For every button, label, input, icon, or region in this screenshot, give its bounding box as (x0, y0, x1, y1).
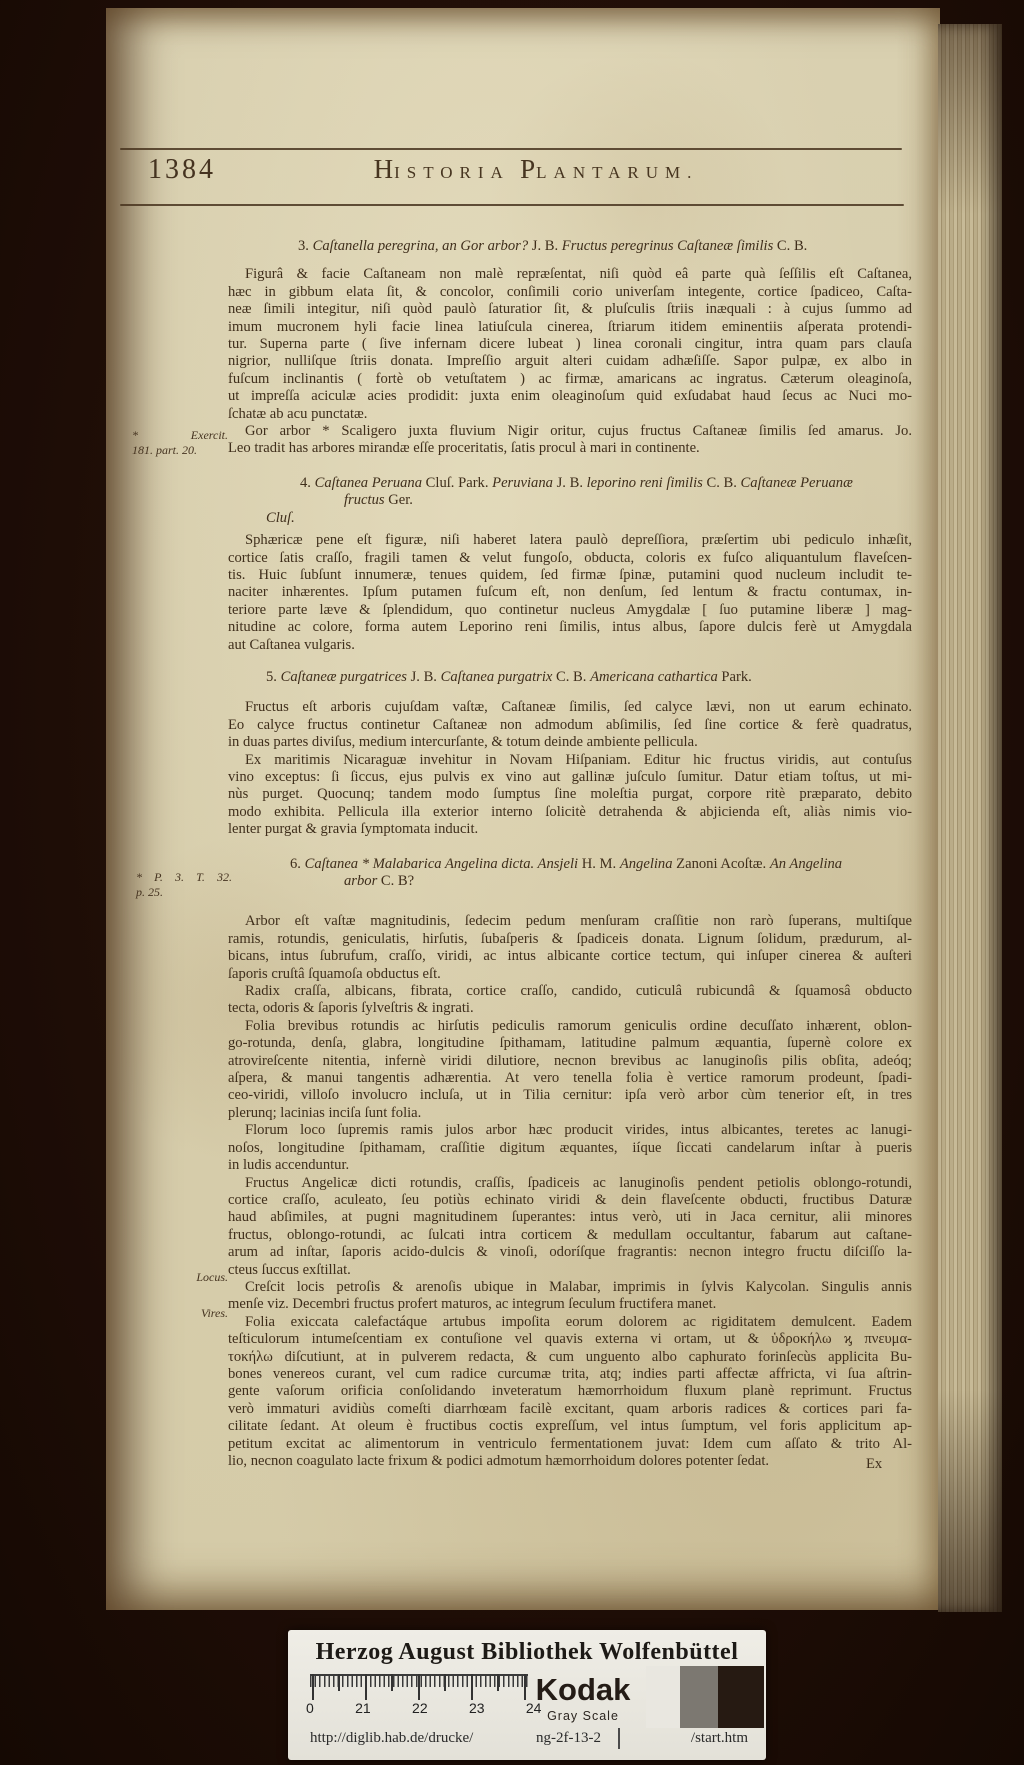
margin-note-exercit: * Exercit. 181. part. 20. (132, 428, 228, 457)
kodak-ruler (306, 1674, 542, 1718)
ruler-number: 24 (525, 1700, 542, 1716)
ruler-tick-major (312, 1674, 314, 1700)
ruler-tick-major (471, 1674, 473, 1700)
library-label (288, 1630, 766, 1760)
running-title: HISTORIA PLANTARUM. (373, 154, 699, 184)
section-6-heading-line-1: 6. Caſtanea * Malabarica Angelina dicta. Ansjeli H. M. Angelina Zanoni Acoſtæ. An Angelina (290, 855, 843, 872)
paragraph-sphaericae: Sphæricæ pene eſt figuræ, niſi haberet latera paulò depreſſiora, præſertim ubi pediculo inhæſit, cortice ſatis craſſo, fragili tamen & velut fungoſo, obducta, coloris ex fuſco aliquantulum flaveſcen- tis. Huic ſubſunt innumeræ, tenues quidem, ſed firmæ ſpinæ, putamini quod nucleum includit te- naciter inhærentes. Ipſum putamen fuſcum eſt, non denſum, ſed lentum & fractu contumax, in- teriore parte læve & ſplendidum, quo continetur nucleus Amygdalæ [ ſuo putamine liberæ ] mag- nitudine ac colore, forma autem Leporino reni ſimilis, intus albus, ſapore dulcis ferè ut Amygdala aut Caſtanea vulgaris. (228, 532, 912, 653)
section-4-heading-line-2: fructus Ger. (344, 492, 413, 509)
margin-note-locus: Locus. (196, 1270, 228, 1284)
ruler-number: 23 (468, 1700, 485, 1716)
gray-patch-mid (680, 1666, 718, 1728)
book-page (106, 8, 940, 1610)
margin-note-vires: Vires. (201, 1306, 228, 1320)
ruler-number: 0 (306, 1700, 314, 1716)
gray-patch-dark (718, 1666, 764, 1728)
ruler-tick-major (365, 1674, 367, 1700)
gray-scale-label: Gray Scale (547, 1709, 619, 1723)
paragraph-figura: Figurâ & facie Caſtaneam non malè repræſentat, niſi quòd eâ parte quà ſeſſilis eſt Caſtanea, hæc in gibbum elata ſit, & concolor, conſimili corio univerſam integente, cortice ſpadiceo, Caſta- neæ ſimili integitur, niſi quòd paulò ſaturatior ſit, & pluſculis ſtriis inæquali : à cujus ſummo ad imum mucronem hyli facie linea latiuſcula cinerea, ſtriarum itidem eminentiis aſperata protendi- tur. Superna parte ( ſive infernam dicere lubeat ) linea coronali cingitur, intra quam pars clauſa nigrior, nulliſque ſtriis donata. Impreſſio arguit alteri cuidam adhæſiſſe. Sapor pulpæ, ex albo in fuſcum inclinantis ( fortè ob vetuſtatem ) ac firmæ, amaricans ac ingratus. Cæterum oleaginoſa, ut impreſſa aciculæ acies prodidit: juxta enim oleaginoſum quid exſudabat haud ſecus ac Nuci mo- ſchatæ ab acu punctatæ. (228, 266, 912, 422)
url-prefix: http://diglib.hab.de/drucke/ (310, 1730, 474, 1746)
paragraph-gor-arbor: Gor arbor * Scaligero juxta fluvium Nigir oritur, cujus fructus Caſtaneæ ſimilis ſed amarus. Jo. Leo tradit has arbores mirandæ eſſe proceritatis, ſatis procul à mari in continente. (228, 423, 912, 457)
margin-note-plate-ref: * P. 3. T. 32. p. 25. (136, 870, 232, 899)
kodak-logo (518, 1672, 648, 1723)
ruler-tick-mid (444, 1674, 446, 1691)
section-5-heading: 5. Caſtaneæ purgatrices J. B. Caſtanea purgatrix C. B. Americana cathartica Park. (266, 668, 752, 685)
ruler-tick-mid (338, 1674, 340, 1691)
catchword: Ex (866, 1456, 883, 1472)
section-4-heading-line-3: Cluſ. (266, 509, 295, 526)
ruler-numbers (306, 1700, 541, 1716)
paragraph-arbor-est: Arbor eſt vaſtæ magnitudinis, ſedecim pedum menſuram craſſitie non rarò ſuperans, multiſque ramis, rotundis, geniculatis, hirſutis, ſubaſperis & ſpadiceis donata. Lignum ſolidum, prædurum, al- bicans, intus ſubrufum, craſſo, viridi, ac intus albicante cortice tectum, qui inſuper cinerea & auſteri ſaporis cruſtâ ſquamoſa obductus eſt. (228, 913, 912, 982)
section-3-heading: 3. Caſtanella peregrina, an Gor arbor? J. B. Fructus peregrinus Caſtaneæ ſimilis C. B. (298, 238, 808, 254)
paragraph-fructus-est: Fructus eſt arboris cujuſdam vaſtæ, Caſtaneæ ſimilis, ſed calyce lævi, non ut earum echinato. Eo calyce fructus continetur Caſtaneæ non admodum abſimilis, ſed ſine cortice & ferè quadratus, in duas partes diviſus, medium intercurſante, & totum deinde ambiente pellicula. (228, 699, 912, 751)
text-column (228, 238, 912, 1470)
section-6-heading-line-2: arbor C. B? (344, 873, 415, 889)
kodak-wordmark: Kodak (535, 1672, 631, 1707)
url-suffix: /start.htm (690, 1730, 748, 1746)
paragraph-radix: Radix craſſa, albicans, fibrata, cortice craſſo, candido, cuticulâ rubicundâ & ſquamosâ obducto tecta, odoris & ſaporis ſylveſtris & ingrati. (228, 983, 912, 1017)
library-name: Herzog August Bibliothek Wolfenbüttel (315, 1639, 739, 1665)
ruler-tick-mid (497, 1674, 499, 1691)
page-number: 1384 (148, 154, 216, 185)
url-divider-bar (618, 1728, 620, 1749)
shelfmark: ng-2f-13-2 (536, 1730, 601, 1746)
header-rule-bottom (120, 204, 904, 206)
section-4-heading-line-1: 4. Caſtanea Peruana Cluſ. Park. Peruviana J. B. leporino reni ſimilis C. B. Caſtaneæ Peruanæ (300, 474, 853, 491)
paragraph-ex-maritimis: Ex maritimis Nicaraguæ invehitur in Novam Hiſpaniam. Editur hic fructus viridis, aut contuſus vino exceptus: ſi ſiccus, ejus pulvis ex vino aut gallinæ juſculo ſumitur. Datur etiam toſtus, ut mi- nùs purget. Quocunq; tandem modo ſumptus ſine moleſtia purgat, corpore ritè præparato, debito modo exhibita. Pellicula illa exterior interno ſolicitè detrahenda & abjicienda eſt, aliàs nimis vio- lenter purgat & gravia ſymptomata inducit. (228, 751, 912, 838)
paragraph-florum: Florum loco ſupremis ramis julos arbor hæc producit virides, intus albicantes, teretes ac lanugi- noſos, longitudine ſpithamam, craſſitie digitum æquantes, iíque ſiccati candelarum inſtar à pueris in ludis accenduntur. (228, 1122, 912, 1174)
ruler-tick-major (418, 1674, 420, 1700)
paragraph-crescit: Creſcit locis petroſis & arenoſis ubique in Malabar, imprimis in ſylvis Kalycolan. Singulis annis menſe viz. Decembri fructus profert maturos, ac integrum ſeculum fructifera manet. (228, 1278, 912, 1313)
paragraph-fructus-angelicae: Fructus Angelicæ dicti rotundis, craſſis, ſpadiceis ac lanuginoſis pendent petiolis oblongo-rotundi, cortice craſſo, aculeato, ſeu potiùs echinato viridi & dein flaveſcente obducti, fructibus Daturæ haud abſimiles, at pugni magnitudinem ſuperantes: intus verò, uti in Jaca cernitur, alii minores fructus, oblongo-rotundi, ac ſulcati intra corticem & medullam occultantur, fabarum aut caſtane- arum ad inſtar, ſaporis acido-dulcis & vinoſi, odoríſque fragrantis: necnon integro fructu diſciſſo la- cteus ſuccus exſtillat. (228, 1174, 912, 1278)
ruler-number: 21 (355, 1700, 371, 1716)
book-fore-edge (938, 24, 1002, 1612)
ruler-tick-mid (391, 1674, 393, 1691)
paragraph-folia: Folia brevibus rotundis ac hirſutis pediculis ramorum geniculis ordine decuſſato inhærent, oblon- go-rotunda, denſa, glabra, longitudine ſpithamam, latitudine palmum æquantia, ſupernè colore ex atrovireſcente nitentia, infernè viridi dilutiore, necnon brevibus ac lanuginoſis pilis obſita, adeóq; aſpera, & manui tangentis adhærentia. At vero tenella folia è vertice ramorum prodeunt, ſpadi- ceo-viridi, villoſo involucro incluſa, ut in Tilia cernitur: ipſa verò arbor cùm tenerior eſt, in tres plerunq; lacinias inciſa ſunt folia. (228, 1017, 912, 1121)
ruler-number: 22 (412, 1700, 428, 1716)
header-rule-top (120, 148, 902, 150)
paragraph-folia-exiccata: Folia exiccata calefactáque artubus impoſita eorum dolorem ac rigiditatem demulcent. Eadem teſticulorum intumeſcentiam ex contuſione vel quavis externa vi ortam, ut & ὑδροκήλω ϗ πνευμα- τοκήλω diſcutiunt, at in pulverem redacta, & cum unguento albo caphurato forinſecùs applicita Bu- bones venereos curant, vel cum radice curcumæ trita, atq; indies parti affectæ affricta, vi ſua aſtrin- gente vaſorum orificia conſolidando inveteratum hæmorrhoidum fluxum planè reprimunt. Fructus verò immaturi avidiùs comeſti diarrhœam facilè excitant, quam arboris radices & cortices pari fa- cilitate ſedant. At oleum è fructibus coctis expreſſum, vel intus ſumptum, vel foris applicitum ap- petitum excitat ac alimentorum in ventriculo fermentationem juvat: Idem cum aſſato & trito Al- lio, necnon coagulato lacte frixum & podici admotum hæmorrhoidum dolores potenter ſedat. (228, 1313, 912, 1469)
